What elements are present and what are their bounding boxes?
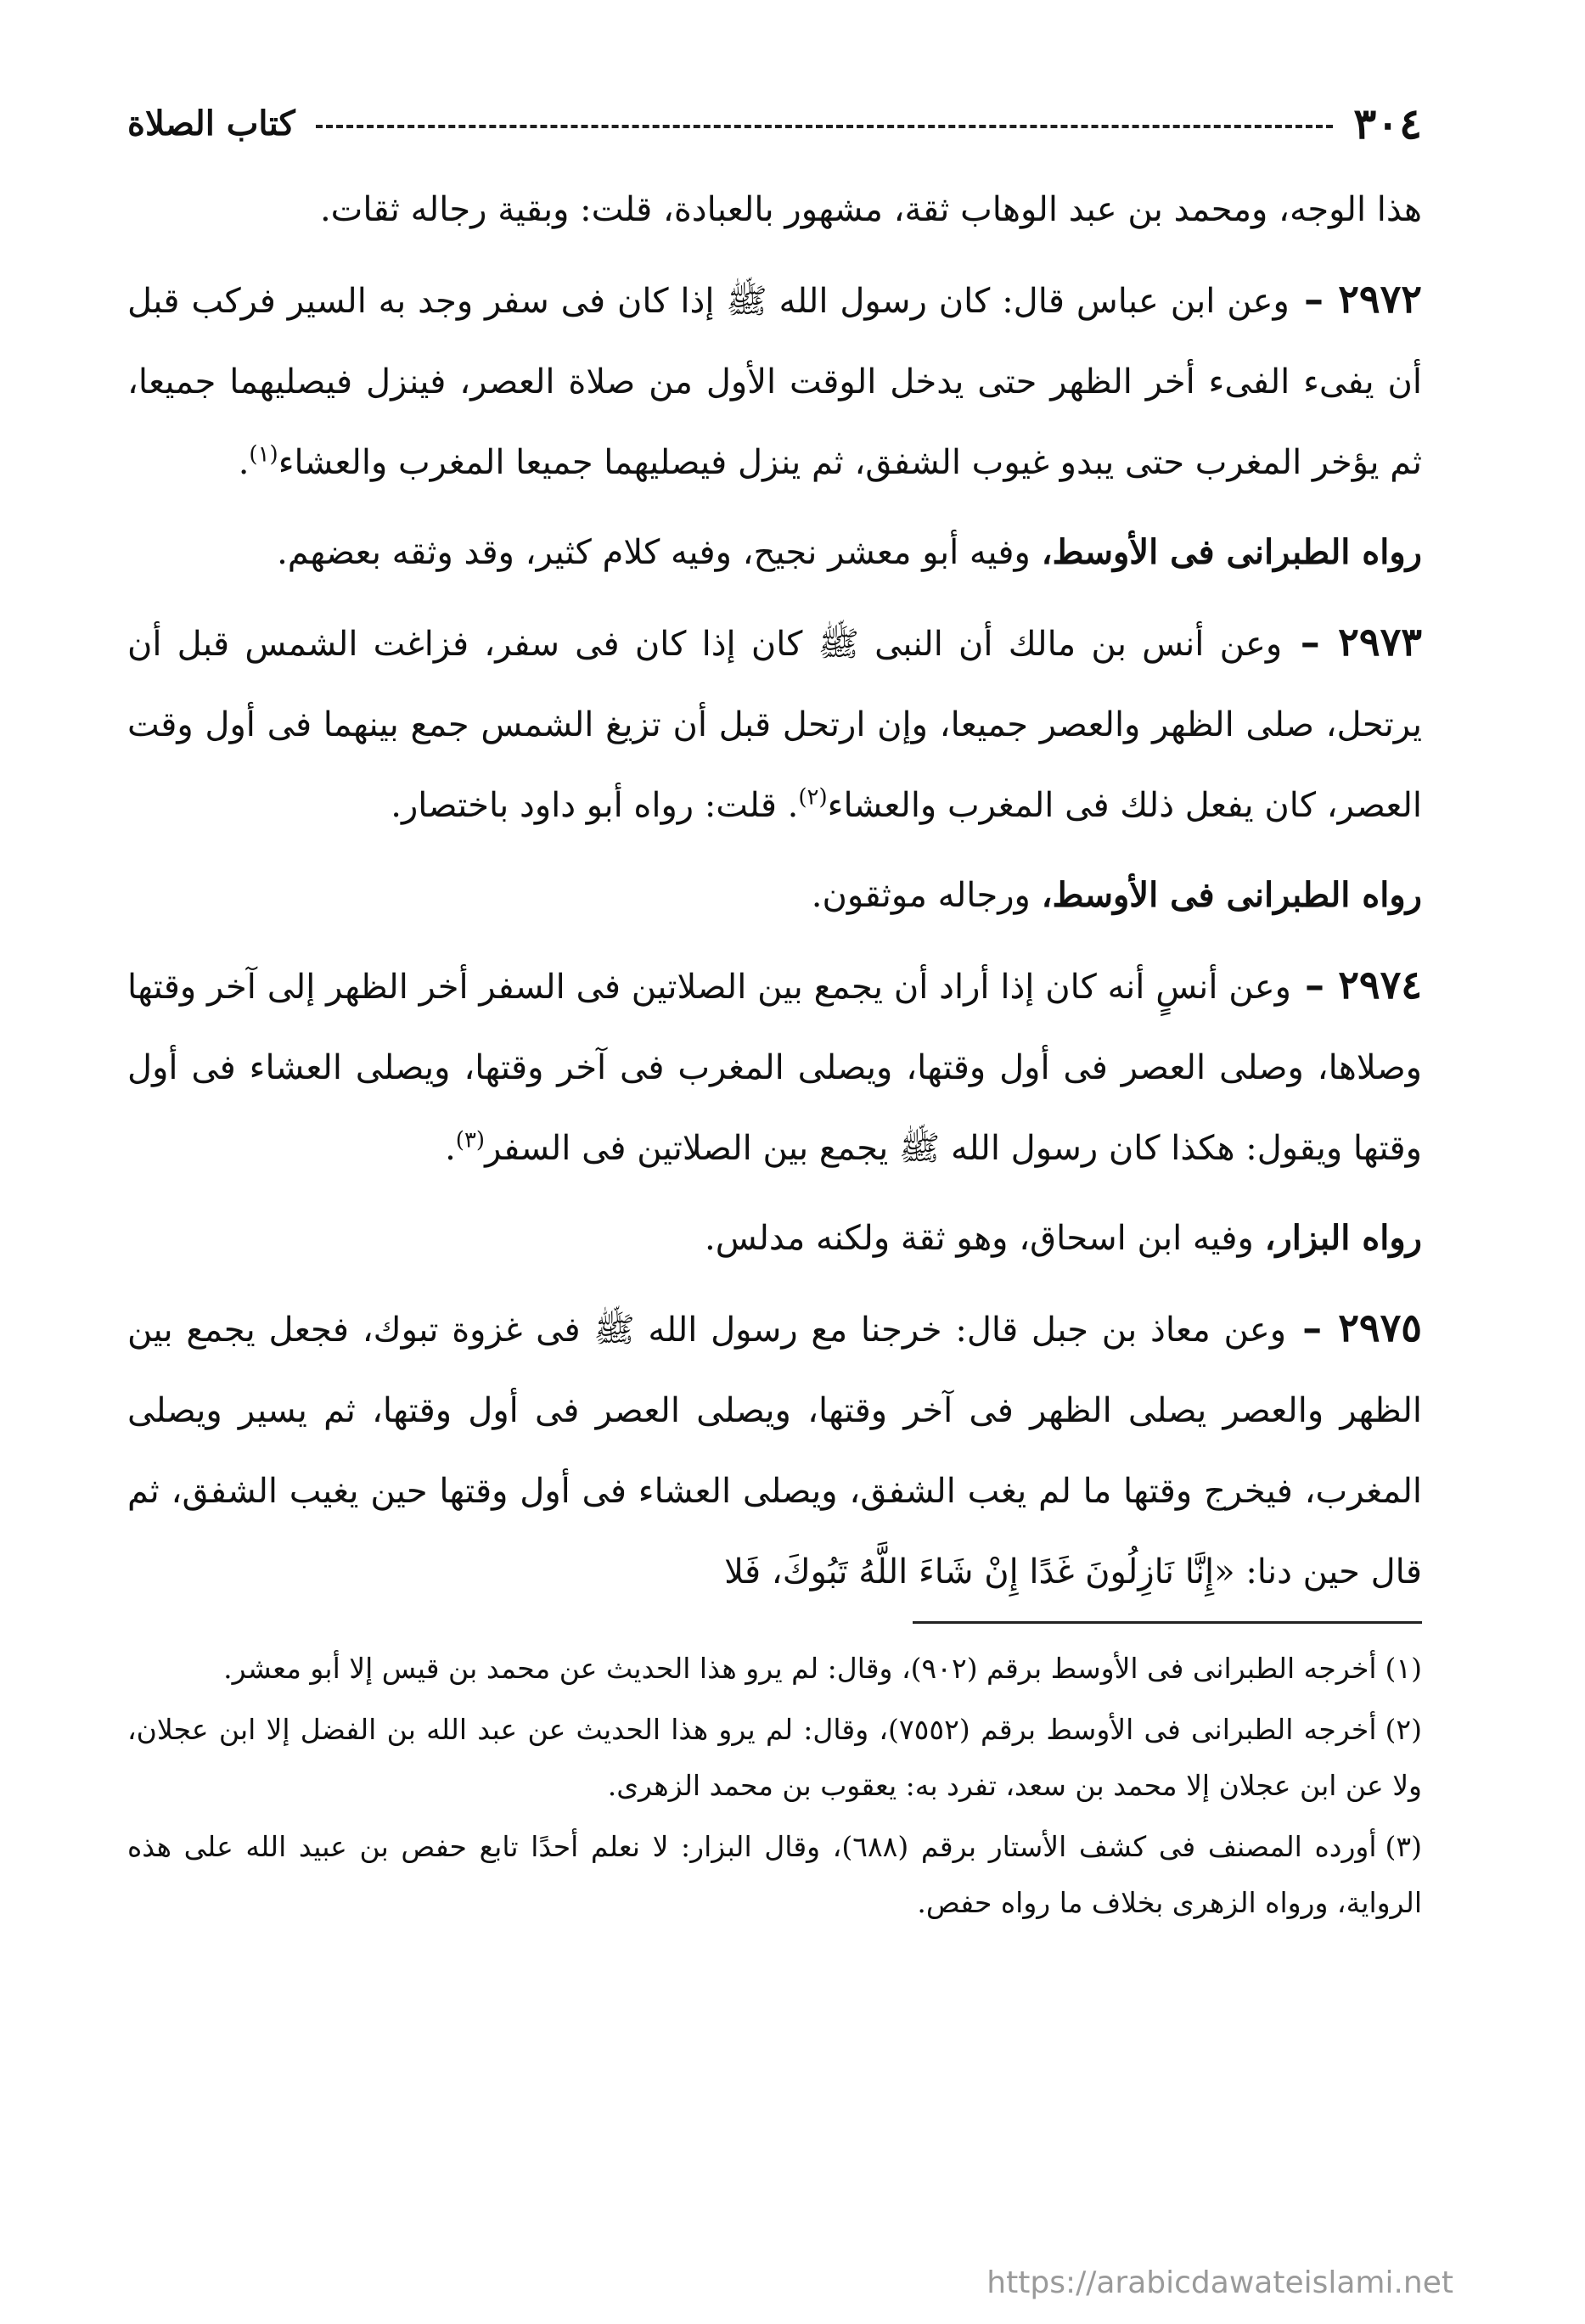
book-page — [127, 85, 1422, 2292]
hadith-text: وعن أنس بن مالك أن النبى ﷺ كان إذا كان فى سفر، فزاغت الشمس قبل أن يرتحل، صلى الظهر والعصر جميعا، وإن ارتحل قبل أن تزيغ الشمس جمع بينهما فى أول وقت العصر، كان يفعل ذلك فى المغرب والعشاء — [127, 625, 1422, 825]
hadith-2974: ٢٩٧٤ – وعن أنسٍ أنه كان إذا أراد أن يجمع بين الصلاتين فى السفر أخر الظهر إلى آخر وقتها وصلاها، وصلى العصر فى أول وقتها، ويصلى المغرب فى آخر وقتها، ويصلى العشاء فى أول وقتها ويقول: هكذا كان رسول الله ﷺ يجمع بين الصلاتين فى السفر$^{(٣)}$. — [127, 962, 1423, 1168]
footnote-number: (٣) — [1385, 1830, 1423, 1863]
hadith-number: ٢٩٧٢ – — [1289, 276, 1423, 322]
footnote-ref[interactable]: (٣) — [455, 1127, 486, 1154]
page-number: ٣٠٤ — [1353, 98, 1422, 149]
source-comment: ورجاله موثقون. — [811, 876, 1042, 915]
footnote-text: أخرجه الطبرانى فى الأوسط برقم (٧٥٥٢)، وقال: لم يرو هذا الحديث عن عبد الله بن الفضل إلا ابن عجلان، ولا عن ابن عجلان إلا محمد بن سعد، تفرد به: يعقوب بن محمد الزهرى. — [127, 1713, 1422, 1802]
footnote-ref[interactable]: (٢) — [798, 784, 828, 811]
source-name: رواه البزار، — [1264, 1218, 1422, 1258]
footnote-text: أورده المصنف فى كشف الأستار برقم (٦٨٨)، وقال البزار: لا نعلم أحدًا تابع حفص بن عبيد الله على هذه الرواية، ورواه الزهرى بخلاف ما رواه حفص. — [127, 1830, 1422, 1919]
main-text — [127, 170, 1422, 1613]
source-name: رواه الطبرانى فى الأوسط، — [1041, 875, 1422, 915]
hadith-text: وعن ابن عباس قال: كان رسول الله ﷺ إذا كان فى سفر وجد به السير فركب قبل أن يفىء الفىء أخر الظهر حتى يدخل الوقت الأول من صلاة العصر، فينزل فيصليهما جميعا، ثم يؤخر المغرب حتى يبدو غيوب الشفق، ثم ينزل فيصليهما جميعا المغرب والعشاء — [127, 282, 1422, 482]
footnotes — [127, 1641, 1422, 1931]
footnote-number: (١) — [1385, 1652, 1422, 1685]
source-note — [127, 1198, 1422, 1279]
footnote-separator — [913, 1621, 1422, 1624]
hadith-2973: ٢٩٧٣ – وعن أنس بن مالك أن النبى ﷺ كان إذا كان فى سفر، فزاغت الشمس قبل أن يرتحل، صلى الظهر والعصر جميعا، وإن ارتحل قبل أن تزيغ الشمس جمع بينهما فى أول وقت العصر، كان يفعل ذلك فى المغرب والعشاء$^{(٢)}$. قلت: رواه أبو داود باختصار. — [127, 619, 1422, 825]
header-dashed-rule — [316, 125, 1334, 128]
footnote-ref[interactable]: (١) — [249, 441, 278, 468]
watermark-url: https://arabicdawateislami.net — [986, 2265, 1453, 2300]
hadith-number: ٢٩٧٤ – — [1290, 962, 1423, 1008]
source-name: رواه الطبرانى فى الأوسط، — [1041, 532, 1422, 572]
hadith-text: وعن أنسٍ أنه كان إذا أراد أن يجمع بين الصلاتين فى السفر أخر الظهر إلى آخر وقتها وصلاها، وصلى العصر فى أول وقتها، ويصلى المغرب فى آخر وقتها، ويصلى العشاء فى أول وقتها ويقول: هكذا كان رسول الله ﷺ يجمع بين الصلاتين فى السفر — [127, 968, 1422, 1168]
footnote-2 — [127, 1702, 1422, 1814]
footnote-1 — [127, 1641, 1422, 1697]
source-comment: وفيه ابن اسحاق، وهو ثقة ولكنه مدلس. — [705, 1219, 1265, 1258]
footnote-number: (٢) — [1385, 1713, 1422, 1746]
hadith-2972: ٢٩٧٢ – وعن ابن عباس قال: كان رسول الله ﷺ إذا كان فى سفر وجد به السير فركب قبل أن يفىء الفىء أخر الظهر حتى يدخل الوقت الأول من صلاة العصر، فينزل فيصليهما جميعا، ثم يؤخر المغرب حتى يبدو غيوب الشفق، ثم ينزل فيصليهما جميعا المغرب والعشاء$^{(١)}$. — [127, 276, 1423, 482]
paragraph-continuation: هذا الوجه، ومحمد بن عبد الوهاب ثقة، مشهور بالعبادة، قلت: وبقية رجاله ثقات. — [319, 190, 1422, 229]
hadith-2975 — [127, 1288, 1422, 1613]
hadith-number: ٢٩٧٣ – — [1282, 619, 1422, 665]
source-comment: وفيه أبو معشر نجيح، وفيه كلام كثير، وقد وثقه بعضهم. — [277, 533, 1042, 572]
hadith-text: وعن معاذ بن جبل قال: خرجنا مع رسول الله ﷺ فى غزوة تبوك، فجعل يجمع بين الظهر والعصر يصلى الظهر فى آخر وقتها، ويصلى العصر فى أول وقتها، ثم يسير ويصلى المغرب، فيخرج وقتها ما لم يغب الشفق، ويصلى العشاء فى أول وقتها حين يغيب الشفق، ثم قال حين دنا: «إِنَّا نَازِلُونَ غَدًا إِنْ شَاءَ اللَّهُ تَبُوكَ، فَلا — [127, 1311, 1422, 1591]
source-note — [127, 855, 1422, 936]
source-note — [127, 512, 1422, 593]
hadith-number: ٢٩٧٥ – — [1286, 1305, 1423, 1350]
footnote-3 — [127, 1819, 1422, 1931]
book-title: كتاب الصلاة — [127, 103, 295, 143]
footnote-text: أخرجه الطبرانى فى الأوسط برقم (٩٠٢)، وقال: لم يرو هذا الحديث عن محمد بن قيس إلا أبو معشر. — [223, 1652, 1377, 1685]
page-header — [127, 85, 1422, 161]
